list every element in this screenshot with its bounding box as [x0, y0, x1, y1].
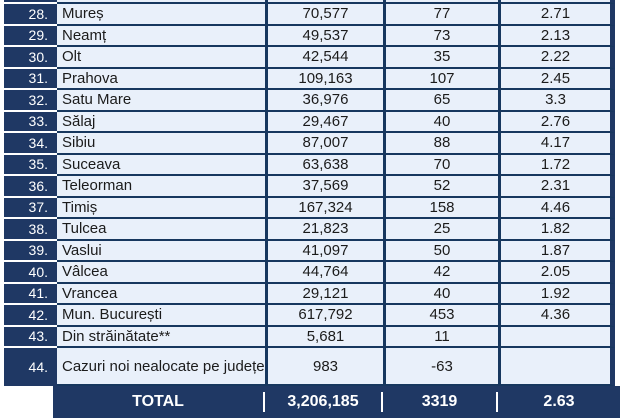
row-number-cell: 32.	[4, 90, 57, 112]
row-number-cell: 37.	[4, 198, 57, 220]
incidence-cell: 2.05	[498, 262, 615, 284]
table-row	[0, 198, 620, 220]
total-cases-cell: 70,577	[265, 4, 383, 26]
county-name-cell: Sibiu	[57, 133, 265, 155]
county-name-cell: Satu Mare	[57, 90, 265, 112]
incidence-cell: 2.31	[498, 176, 615, 198]
total-cases-cell: 41,097	[265, 241, 383, 263]
total-row	[53, 386, 620, 418]
incidence-cell: 1.72	[498, 155, 615, 177]
incidence-cell: 1.87	[498, 241, 615, 263]
new-cases-cell: 107	[383, 69, 498, 91]
table-row	[0, 176, 620, 198]
county-name-cell: Vâlcea	[57, 262, 265, 284]
new-cases-cell: 35	[383, 47, 498, 69]
incidence-cell: 2.13	[498, 26, 615, 48]
new-cases-cell: 158	[383, 198, 498, 220]
total-cases-cell: 44,764	[265, 262, 383, 284]
row-number-cell: 28.	[4, 4, 57, 26]
county-name-cell: Vrancea	[57, 284, 265, 306]
table-row	[0, 327, 620, 349]
county-name-cell: Timiș	[57, 198, 265, 220]
incidence-cell: 4.36	[498, 305, 615, 327]
new-cases-cell: 40	[383, 112, 498, 134]
incidence-cell: 2.76	[498, 112, 615, 134]
row-number-cell: 41.	[4, 284, 57, 306]
table-row	[0, 26, 620, 48]
new-cases-cell: 70	[383, 155, 498, 177]
new-cases-cell: 50	[383, 241, 498, 263]
total-cases-value: 3,206,185	[287, 393, 359, 410]
incidence-cell: 1.82	[498, 219, 615, 241]
total-new-cases-value: 3319	[421, 393, 458, 410]
row-number-cell: 35.	[4, 155, 57, 177]
incidence-cell: 2.45	[498, 69, 615, 91]
total-cases-cell: 617,792	[265, 305, 383, 327]
incidence-cell: 1.92	[498, 284, 615, 306]
table-body	[0, 4, 620, 386]
county-name-cell: Tulcea	[57, 219, 265, 241]
new-cases-cell: 42	[383, 262, 498, 284]
row-number-cell: 44.	[4, 348, 57, 386]
row-number-cell: 38.	[4, 219, 57, 241]
row-number-cell: 36.	[4, 176, 57, 198]
new-cases-cell: 88	[383, 133, 498, 155]
incidence-cell: 2.71	[498, 4, 615, 26]
total-cases-cell: 21,823	[265, 219, 383, 241]
county-name-cell: Teleorman	[57, 176, 265, 198]
county-name-cell: Prahova	[57, 69, 265, 91]
table-row	[0, 219, 620, 241]
new-cases-cell: 40	[383, 284, 498, 306]
row-number-cell: 29.	[4, 26, 57, 48]
total-cases-cell: 29,467	[265, 112, 383, 134]
county-name-cell: Olt	[57, 47, 265, 69]
total-cases-cell: 5,681	[265, 327, 383, 349]
total-cases-cell: 37,569	[265, 176, 383, 198]
row-number-cell: 30.	[4, 47, 57, 69]
table-row	[0, 112, 620, 134]
incidence-cell: 4.46	[498, 198, 615, 220]
row-number-cell: 43.	[4, 327, 57, 349]
incidence-cell: 4.17	[498, 133, 615, 155]
incidence-cell: 3.3	[498, 90, 615, 112]
new-cases-cell: 73	[383, 26, 498, 48]
table-row	[0, 47, 620, 69]
table-row	[0, 241, 620, 263]
new-cases-cell: 453	[383, 305, 498, 327]
row-number-cell: 42.	[4, 305, 57, 327]
row-number-cell: 31.	[4, 69, 57, 91]
row-number-cell: 33.	[4, 112, 57, 134]
total-cases-cell: 29,121	[265, 284, 383, 306]
new-cases-cell: 77	[383, 4, 498, 26]
table-row	[0, 348, 620, 386]
new-cases-cell: 11	[383, 327, 498, 349]
county-name-cell: Sălaj	[57, 112, 265, 134]
total-cases-cell: 87,007	[265, 133, 383, 155]
table-row	[0, 262, 620, 284]
table-row	[0, 133, 620, 155]
total-cases-cell: 63,638	[265, 155, 383, 177]
county-name-cell: Din străinătate**	[57, 327, 265, 349]
table-row	[0, 305, 620, 327]
new-cases-cell: 25	[383, 219, 498, 241]
new-cases-cell: 65	[383, 90, 498, 112]
total-cases-cell: 49,537	[265, 26, 383, 48]
county-name-cell: Vaslui	[57, 241, 265, 263]
row-number-cell: 39.	[4, 241, 57, 263]
row-number-cell: 40.	[4, 262, 57, 284]
county-name-cell: Neamț	[57, 26, 265, 48]
county-name-cell: Mun. București	[57, 305, 265, 327]
table-row	[0, 90, 620, 112]
total-incidence-value: 2.63	[543, 393, 575, 410]
table-row	[0, 4, 620, 26]
total-cases-cell: 42,544	[265, 47, 383, 69]
total-label: TOTAL	[132, 393, 184, 410]
incidence-cell: 2.22	[498, 47, 615, 69]
table-row	[0, 69, 620, 91]
row-number-cell: 34.	[4, 133, 57, 155]
county-name-cell: Mureș	[57, 4, 265, 26]
total-cases-cell: 36,976	[265, 90, 383, 112]
total-cases-cell: 167,324	[265, 198, 383, 220]
incidence-cell	[498, 348, 615, 386]
county-name-cell: Suceava	[57, 155, 265, 177]
incidence-cell	[498, 327, 615, 349]
total-cases-cell: 983	[265, 348, 383, 386]
table-row	[0, 284, 620, 306]
new-cases-cell: 52	[383, 176, 498, 198]
total-cases-cell: 109,163	[265, 69, 383, 91]
new-cases-cell: -63	[383, 348, 498, 386]
table-row	[0, 155, 620, 177]
county-name-cell: Cazuri noi nealocate pe județe	[57, 348, 265, 386]
